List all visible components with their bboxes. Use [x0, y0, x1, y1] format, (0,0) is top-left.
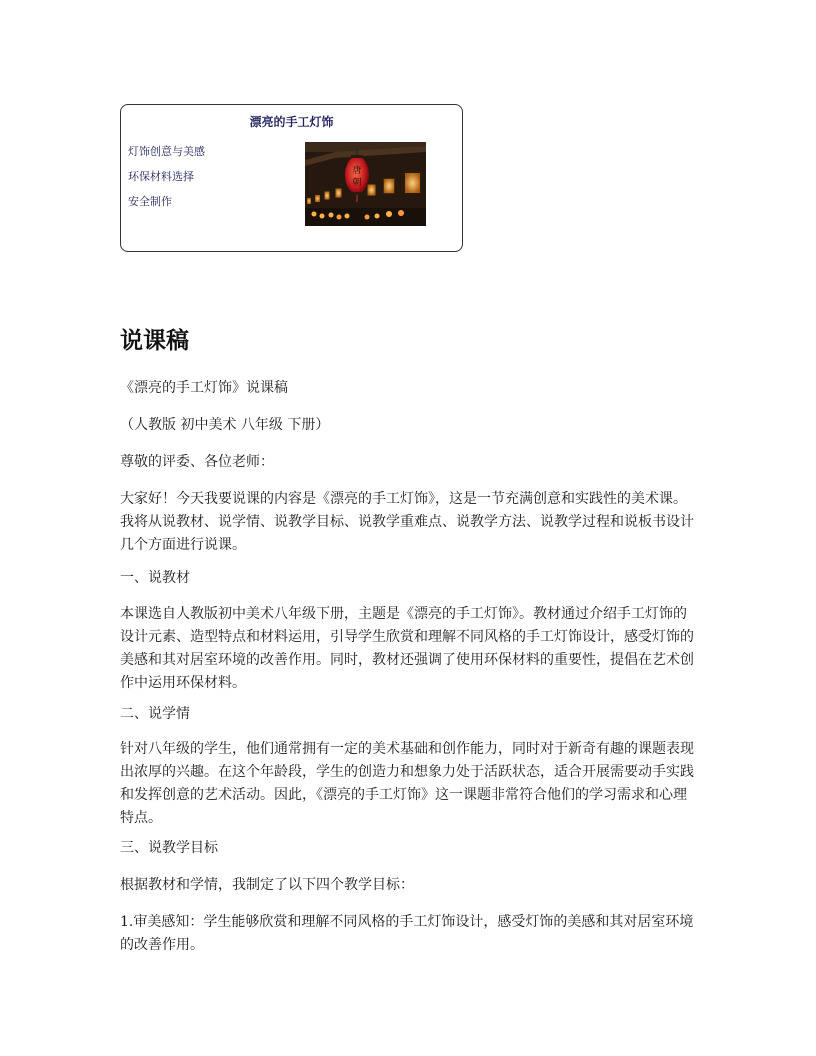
objective-item: 1.审美感知：学生能够欣赏和理解不同风格的手工灯饰设计，感受灯饰的美感和其对居室环境的改善作用。	[120, 914, 694, 953]
course-title-line: 《漂亮的手工灯饰》说课稿	[120, 380, 288, 396]
intro-paragraph: 大家好！今天我要说课的内容是《漂亮的手工灯饰》，这是一节充满创意和实践性的美术课。我将从说教材、说学情、说教学目标、说教学重难点、说教学方法、说教学过程和说板书设计几个方面进行说课。	[120, 491, 694, 553]
lantern-photo	[305, 142, 426, 226]
svg-text:朝: 朝	[352, 178, 362, 188]
section-heading-objectives: 三、说教学目标	[120, 840, 218, 856]
textbook-paragraph: 本课选自人教版初中美术八年级下册，主题是《漂亮的手工灯饰》。教材通过介绍手工灯饰的设计元素、造型特点和材料运用，引导学生欣赏和理解不同风格的手工灯饰设计，感受灯饰的美感和其对居室环境的改善作用。同时，教材还强调了使用环保材料的重要性，提倡在艺术创作中运用环保材料。	[120, 606, 694, 691]
document-heading: 说课稿	[120, 328, 189, 354]
topic-list	[128, 145, 205, 220]
topic-item: 灯饰创意与美感	[128, 145, 205, 158]
objectives-intro: 根据教材和学情，我制定了以下四个教学目标：	[120, 877, 414, 893]
students-paragraph: 针对八年级的学生，他们通常拥有一定的美术基础和创作能力，同时对于新奇有趣的课题表现出浓厚的兴趣。在这个年龄段，学生的创造力和想象力处于活跃状态，适合开展需要动手实践和发挥创意的艺术活动。因此，《漂亮的手工灯饰》这一课题非常符合他们的学习需求和心理特点。	[120, 741, 694, 826]
topic-item: 安全制作	[128, 195, 172, 208]
topic-card	[120, 104, 463, 252]
svg-text:唐: 唐	[352, 166, 362, 176]
edition-line: （人教版 初中美术 八年级 下册）	[120, 417, 330, 433]
card-title: 漂亮的手工灯饰	[249, 115, 334, 129]
section-heading-students: 二、说学情	[120, 706, 190, 722]
salutation: 尊敬的评委、各位老师：	[120, 454, 274, 470]
section-heading-textbook: 一、说教材	[120, 570, 190, 586]
topic-item: 环保材料选择	[128, 170, 194, 183]
